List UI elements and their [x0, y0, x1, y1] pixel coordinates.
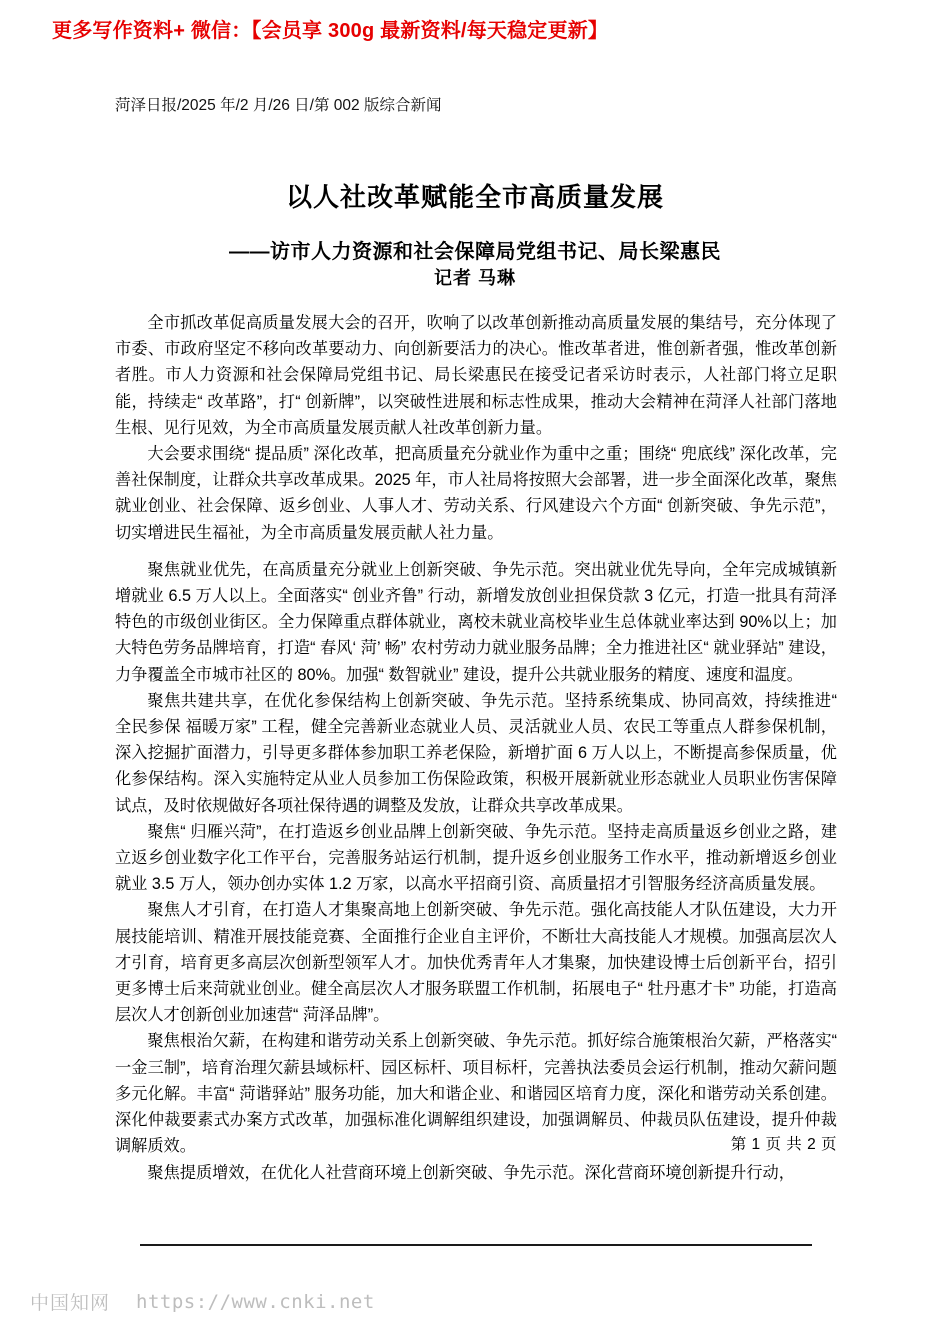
promo-banner-text: 更多写作资料+ 微信：【会员享 300g 最新资料/每天稳定更新】 — [52, 20, 609, 42]
masthead-source-line: 菏泽日报/2025 年/2 月/26 日/第 002 版综合新闻 — [115, 97, 442, 114]
page-number-label: 第 1 页 共 2 页 — [730, 1136, 837, 1153]
body-paragraph: 聚焦根治欠薪，在构建和谐劳动关系上创新突破、争先示范。抓好综合施策根治欠薪，严格落实“ 一金三制”，培育治理欠薪县域标杆、园区标杆、项目标杆，完善执法委员会运行机制，推动欠薪问题多元化解。丰富“ 菏谐驿站” 服务功能，加大和谐企业、和谐园区培育力度，深化和谐劳动关系创建。深化仲裁要素式办案方式改革，加强标准化调解组织建设，加强调解员、仲裁员队伍建设，提升仲裁调解质效。 — [115, 1032, 837, 1156]
cnki-logo-text: 中国知网 — [30, 1292, 111, 1314]
body-paragraph: 全市抓改革促高质量发展大会的召开，吹响了以改革创新推动高质量发展的集结号，充分体现了市委、市政府坚定不移向改革要动力、向创新要活力的决心。惟改革者进，惟创新者强，惟改革创新者胜。市人力资源和社会保障局党组书记、局长梁惠民在接受记者采访时表示，人社部门将立足职能，持续走“ 改革路”，打“ 创新牌”，以突破性进展和标志性成果，推动大会精神在菏泽人社部门落地生根、见行见效，为全市高质量发展贡献人社改革创新力量。 — [115, 314, 837, 437]
article-byline: 记者 马琳 — [433, 268, 516, 288]
body-paragraph: 大会要求围绕“ 提品质” 深化改革，把高质量充分就业作为重中之重；围绕“ 兜底线” 深化改革，完善社保制度，让群众共享改革成果。2025 年，市人社局将按照大会部署，进一步全面深化改革，聚焦就业创业、社会保障、返乡创业、人事人才、劳动关系、行风建设六个方面“ 创新突破、争先示范”，切实增进民生福祉，为全市高质量发展贡献人社力量。 — [115, 445, 837, 542]
body-paragraph: 聚焦人才引育，在打造人才集聚高地上创新突破、争先示范。强化高技能人才队伍建设，大力开展技能培训、精准开展技能竞赛、全面推行企业自主评价，不断壮大高技能人才规模。加强高层次人才引育，培育更多高层次创新型领军人才。加快优秀青年人才集聚，加快建设博士后创新平台，招引更多博士后来菏就业创业。健全高层次人才服务联盟工作机制，拓展电子“ 牡丹惠才卡” 功能，打造高层次人才创新创业加速营“ 菏泽品牌”。 — [115, 901, 837, 1025]
body-paragraph: 聚焦提质增效，在优化人社营商环境上创新突破、争先示范。深化营商环境创新提升行动， — [147, 1163, 795, 1182]
cnki-watermark — [30, 1288, 375, 1315]
body-paragraph: 聚焦就业优先，在高质量充分就业上创新突破、争先示范。突出就业优先导向，全年完成城镇新增就业 6.5 万人以上。全面落实“ 创业齐鲁” 行动，新增发放创业担保贷款 3 亿元，打造一批具有菏泽特色的市级创业街区。全力保障重点群体就业，离校未就业高校毕业生总体就业率达到 90%以上；加大特色劳务品牌培育，打造“ 春风‘ 菏’ 畅” 农村劳动力就业服务品牌；全力推进社区“ 就业驿站” 建设，力争覆盖全市城市社区的 80%。加强“ 数智就业” 建设，提升公共就业服务的精度、速度和温度。 — [115, 560, 837, 684]
cnki-url-text: https://www.cnki.net — [136, 1290, 375, 1313]
body-paragraph: 聚焦“ 归雁兴菏”，在打造返乡创业品牌上创新突破、争先示范。坚持走高质量返乡创业之路，建立返乡创业数字化工作平台，完善服务站运行机制，提升返乡创业服务工作水平，推动新增返乡创业就业 3.5 万人，领办创办实体 1.2 万家，以高水平招商引资、高质量招才引智服务经济高质量发展。 — [115, 822, 837, 894]
article-subtitle: ——访市人力资源和社会保障局党组书记、局长梁惠民 — [229, 240, 721, 263]
article-body — [115, 310, 837, 1186]
page-title: 以人社改革赋能全市高质量发展 — [285, 182, 664, 213]
body-paragraph: 聚焦共建共享，在优化参保结构上创新突破、争先示范。坚持系统集成、协同高效，持续推进“ 全民参保 福暖万家” 工程，健全完善新业态就业人员、灵活就业人员、农民工等重点人群参保机制，深入挖掘扩面潜力，引导更多群体参加职工养老保险，新增扩面 6 万人以上，不断提高参保质量，优化参保结构。深入实施特定从业人员参加工伤保险政策，积极开展新就业形态就业人员职业伤害保障试点，及时依规做好各项社保待遇的调整及发放，让群众共享改革成果。 — [115, 691, 837, 815]
footer-divider — [140, 1244, 812, 1246]
